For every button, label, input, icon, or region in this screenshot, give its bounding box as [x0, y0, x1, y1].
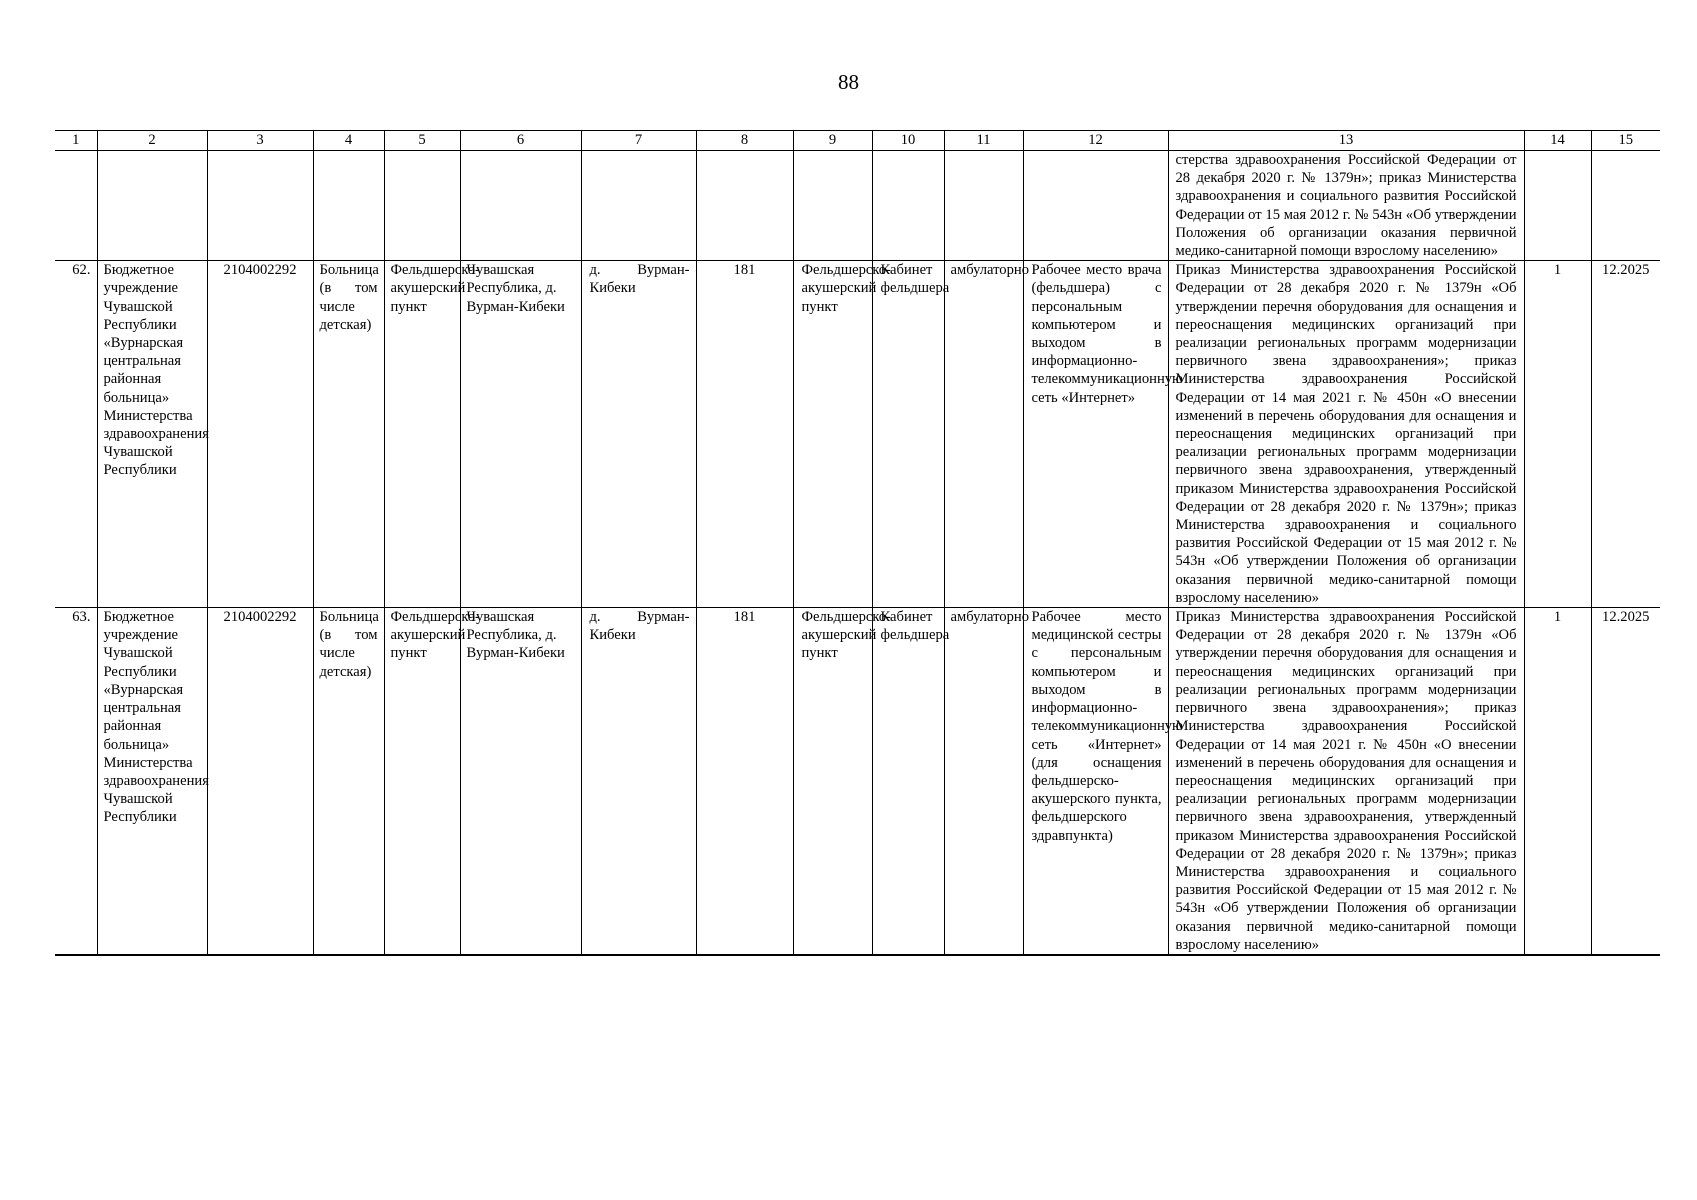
- cell-equipment: Рабочее место врача (фельдшера) с персональным компьютером и выходом в информационно-телекоммуникационную сеть «Интернет»: [1023, 261, 1168, 608]
- cell-settlement: [581, 151, 696, 261]
- cell-subdivision: [384, 151, 460, 261]
- cell-regulation: Приказ Министерства здравоохранения Российской Федерации от 28 декабря 2020 г. № 1379н «Об утверждении перечня оборудования для оснащения и переоснащения медицинских организаций при реализации региональных программ модернизации первичного звена здравоохранения»; приказ Министерства здравоохранения Российской Федерации от 14 мая 2021 г. № 450н «О внесении изменений в перечень оборудования для оснащения и переоснащения медицинских организаций при реализации региональных программ модернизации первичного звена здравоохранения, утвержденный приказом Министерства здравоохранения Российской Федерации от 28 декабря 2020 г. № 1379н»; приказ Министерства здравоохранения и социального развития Российской Федерации от 15 мая 2012 г. № 543н «Об утверждении Положения об организации оказания первичной медико-санитарной помощи взрослому населению»: [1168, 608, 1524, 955]
- cell-address: [460, 151, 581, 261]
- cell-care-form: амбулаторно: [944, 608, 1023, 955]
- header-cell: 14: [1524, 131, 1591, 151]
- cell-organization: Бюджетное учреждение Чувашской Республики «Вурнарская центральная районная больница» Министерства здравоохранения Чувашской Республики: [97, 608, 207, 955]
- cell-regulation: Приказ Министерства здравоохранения Российской Федерации от 28 декабря 2020 г. № 1379н «Об утверждении перечня оборудования для оснащения и переоснащения медицинских организаций при реализации региональных программ модернизации первичного звена здравоохранения»; приказ Министерства здравоохранения Российской Федерации от 14 мая 2021 г. № 450н «О внесении изменений в перечень оборудования для оснащения и переоснащения медицинских организаций при реализации региональных программ модернизации первичного звена здравоохранения, утвержденный приказом Министерства здравоохранения Российской Федерации от 28 декабря 2020 г. № 1379н»; приказ Министерства здравоохранения и социального развития Российской Федерации от 15 мая 2012 г. № 543н «Об утверждении Положения об организации оказания первичной медико-санитарной помощи взрослому населению»: [1168, 261, 1524, 608]
- cell-room: Кабинет фельдшера: [872, 608, 944, 955]
- cell-unit: Фельдшерско-акушерский пункт: [793, 261, 872, 608]
- cell-inn: [207, 151, 313, 261]
- table-header-row: [55, 131, 1660, 151]
- header-cell: 15: [1591, 131, 1660, 151]
- cell-room: [872, 151, 944, 261]
- cell-inn: 2104002292: [207, 261, 313, 608]
- cell-subdivision: Фельдшерско-акушерский пункт: [384, 261, 460, 608]
- cell-deadline: 12.2025: [1591, 261, 1660, 608]
- cell-address: Чувашская Республика, д. Вурман-Кибеки: [460, 261, 581, 608]
- header-cell: 12: [1023, 131, 1168, 151]
- table-row-continuation: [55, 151, 1660, 261]
- header-cell: 3: [207, 131, 313, 151]
- cell-type: Больница (в том числе детская): [313, 608, 384, 955]
- table-row: [55, 261, 1660, 608]
- cell-equipment: Рабочее место медицинской сестры с персональным компьютером и выходом в информационно-телекоммуникационную сеть «Интернет» (для оснащения фельдшерско-акушерского пункта, фельдшерского здравпункта): [1023, 608, 1168, 955]
- cell-deadline: 12.2025: [1591, 608, 1660, 955]
- cell-settlement: д. Вурман-Кибеки: [581, 261, 696, 608]
- cell-unit: [793, 151, 872, 261]
- cell-equipment: [1023, 151, 1168, 261]
- cell-room: Кабинет фельдшера: [872, 261, 944, 608]
- cell-unit: Фельдшерско-акушерский пункт: [793, 608, 872, 955]
- cell-settlement: д. Вурман-Кибеки: [581, 608, 696, 955]
- cell-care-form: амбулаторно: [944, 261, 1023, 608]
- cell-type: Больница (в том числе детская): [313, 261, 384, 608]
- cell-organization: Бюджетное учреждение Чувашской Республики «Вурнарская центральная районная больница» Министерства здравоохранения Чувашской Республики: [97, 261, 207, 608]
- equipment-table: [55, 130, 1660, 956]
- cell-type: [313, 151, 384, 261]
- cell-number: 62.: [55, 261, 97, 608]
- header-cell: 5: [384, 131, 460, 151]
- table-row: [55, 608, 1660, 955]
- header-cell: 7: [581, 131, 696, 151]
- cell-inn: 2104002292: [207, 608, 313, 955]
- header-cell: 8: [696, 131, 793, 151]
- header-cell: 1: [55, 131, 97, 151]
- header-cell: 2: [97, 131, 207, 151]
- header-cell: 13: [1168, 131, 1524, 151]
- cell-quantity: 1: [1524, 608, 1591, 955]
- cell-code: [696, 151, 793, 261]
- header-cell: 4: [313, 131, 384, 151]
- cell-regulation: стерства здравоохранения Российской Федерации от 28 декабря 2020 г. № 1379н»; приказ Министерства здравоохранения и социального развития Российской Федерации от 15 мая 2012 г. № 543н «Об утверждении Положения об организации оказания первичной медико-санитарной помощи взрослому населению»: [1168, 151, 1524, 261]
- cell-number: 63.: [55, 608, 97, 955]
- header-cell: 11: [944, 131, 1023, 151]
- header-cell: 6: [460, 131, 581, 151]
- header-cell: 10: [872, 131, 944, 151]
- cell-deadline: [1591, 151, 1660, 261]
- header-cell: 9: [793, 131, 872, 151]
- cell-quantity: 1: [1524, 261, 1591, 608]
- cell-care-form: [944, 151, 1023, 261]
- cell-subdivision: Фельдшерско-акушерский пункт: [384, 608, 460, 955]
- cell-number: [55, 151, 97, 261]
- cell-code: 181: [696, 261, 793, 608]
- cell-organization: [97, 151, 207, 261]
- cell-quantity: [1524, 151, 1591, 261]
- cell-address: Чувашская Республика, д. Вурман-Кибеки: [460, 608, 581, 955]
- cell-code: 181: [696, 608, 793, 955]
- page-number: 88: [838, 70, 859, 94]
